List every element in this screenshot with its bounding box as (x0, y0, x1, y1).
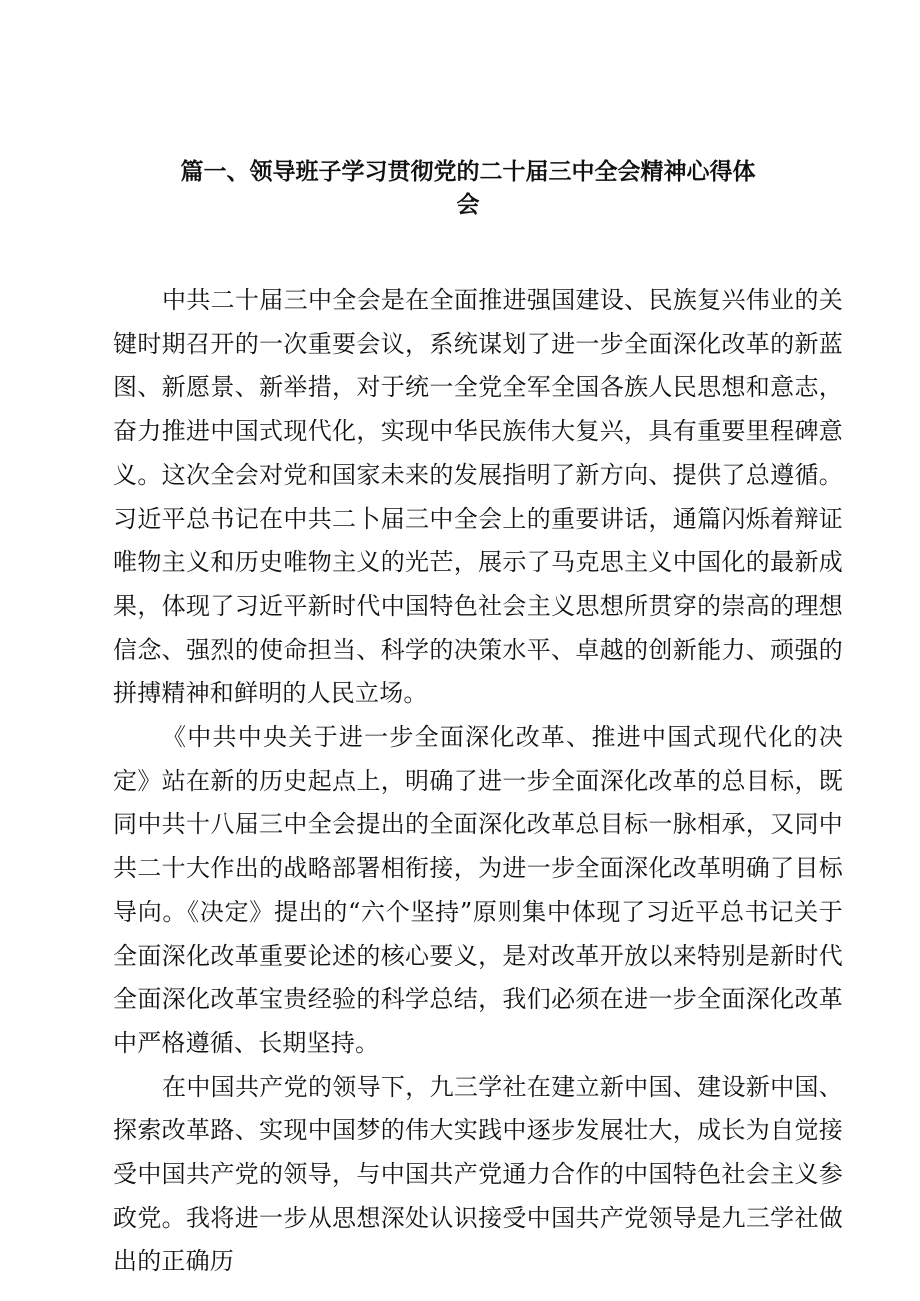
document-body (113, 279, 843, 1284)
title-line-2: 会 (456, 191, 480, 218)
paragraph-2: 《中共中央关于进一步全面深化改革、推进中国式现代化的决定》站在新的历史起点上，明确了进一步全面深化改革的总目标，既同中共十八届三中全会提出的全面深化改革总目标一脉相承，又同中共二十大作出的战略部署相衔接，为进一步全面深化改革明确了目标导向。《决定》提出的“六个坚持”原则集中体现了习近平总书记关于全面深化改革重要论述的核心要义，是对改革开放以来特别是新时代全面深化改革宝贵经验的科学总结，我们必须在进一步全面深化改革中严格遵循、长期坚持。 (113, 723, 843, 1057)
title-line-1: 篇一、领导班子学习贯彻党的二十届三中全会精神心得体 (180, 158, 756, 185)
document-title (118, 155, 818, 221)
paragraph-1: 中共二十届三中全会是在全面推进强国建设、民族复兴伟业的关键时期召开的一次重要会议，系统谋划了进一步全面深化改革的新蓝图、新愿景、新举措，对于统一全党全军全国各族人民思想和意志，奋力推进中国式现代化，实现中华民族伟大复兴，具有重要里程碑意义。这次全会对党和国家未来的发展指明了新方向、提供了总遵循。习近平总书记在中共二卜届三中全会上的重要讲话，通篇闪烁着辩证唯物主义和历史唯物主义的光芒，展示了马克思主义中国化的最新成果，体现了习近平新时代中国特色社会主义思想所贯穿的崇高的理想信念、强烈的使命担当、科学的决策水平、卓越的创新能力、顽强的拼搏精神和鲜明的人民立场。 (113, 286, 843, 708)
paragraph-3: 在中国共产党的领导下，九三学社在建立新中国、建设新中国、探索改革路、实现中国梦的伟大实践中逐步发展壮大，成长为自觉接受中国共产党的领导，与中国共产党通力合作的中国特色社会主义参政党。我将进一步从思想深处认识接受中国共产党领导是九三学社做出的正确历 (113, 1072, 843, 1276)
